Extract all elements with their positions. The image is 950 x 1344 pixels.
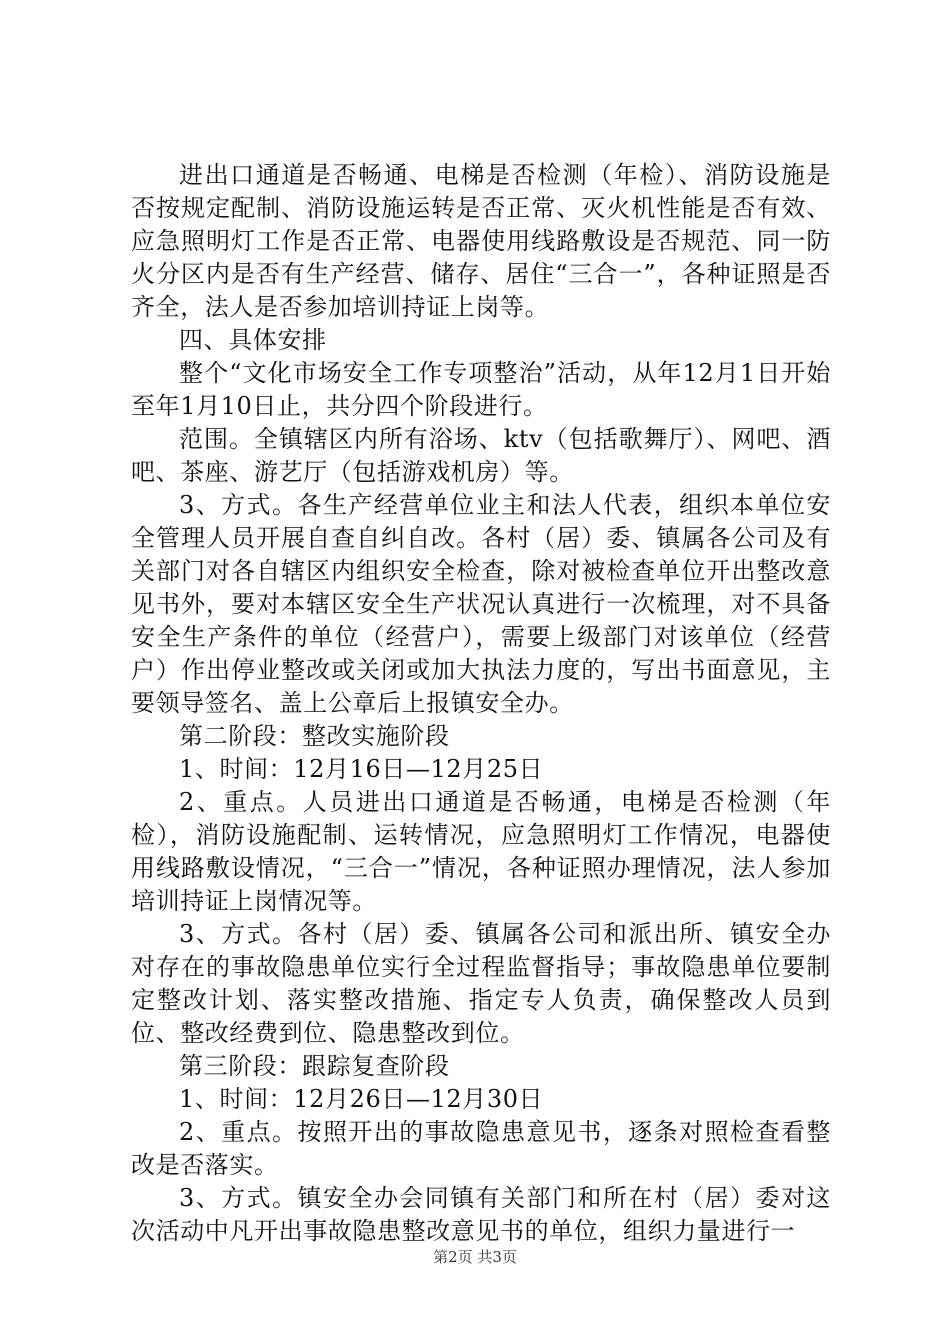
paragraph: 1、时间：12月26日—12月30日 bbox=[179, 1085, 544, 1113]
paragraph: 2、重点。人员进出口通道是否畅通，电梯是否检测（年检），消防设施配制、运转情况，应急照明灯工作情况，电器使用线路敷设情况，“三合一”情况，各种证照办理情况，法人参加培训持证上岗情况等。 bbox=[131, 788, 831, 915]
paragraph: 1、时间：12月16日—12月25日 bbox=[179, 755, 544, 783]
section-heading: 四、具体安排 bbox=[179, 326, 327, 354]
paragraph: 整个“文化市场安全工作专项整治”活动，从年12月1日开始至年1月10日止，共分四个阶段进行。 bbox=[131, 359, 831, 420]
paragraph: 2、重点。按照开出的事故隐患意见书，逐条对照检查看整改是否落实。 bbox=[131, 1118, 831, 1179]
page-number-footer: 第2页 共3页 bbox=[433, 1248, 517, 1266]
paragraph: 进出口通道是否畅通、电梯是否检测（年检）、消防设施是否按规定配制、消防设施运转是否正常、灭火机性能是否有效、应急照明灯工作是否正常、电器使用线路敷设是否规范、同一防火分区内是否有生产经营、储存、居住“三合一”，各种证照是否齐全，法人是否参加培训持证上岗等。 bbox=[131, 161, 831, 321]
paragraph: 3、方式。各生产经营单位业主和法人代表，组织本单位安全管理人员开展自查自纠自改。各村（居）委、镇属各公司及有关部门对各自辖区内组织安全检查，除对被检查单位开出整改意见书外，要对本辖区安全生产状况认真进行一次梳理，对不具备安全生产条件的单位（经营户），需要上级部门对该单位（经营户）作出停业整改或关闭或加大执法力度的，写出书面意见，主要领导签名、盖上公章后上报镇安全办。 bbox=[131, 491, 831, 717]
paragraph: 范围。全镇辖区内所有浴场、ktv（包括歌舞厅）、网吧、酒吧、茶座、游艺厅（包括游戏机房）等。 bbox=[131, 425, 831, 486]
paragraph: 3、方式。镇安全办会同镇有关部门和所在村（居）委对这次活动中凡开出事故隐患整改意见书的单位，组织力量进行一 bbox=[131, 1184, 831, 1245]
section-heading: 第二阶段：整改实施阶段 bbox=[179, 722, 450, 750]
paragraph: 3、方式。各村（居）委、镇属各公司和派出所、镇安全办对存在的事故隐患单位实行全过程监督指导；事故隐患单位要制定整改计划、落实整改措施、指定专人负责，确保整改人员到位、整改经费到位、隐患整改到位。 bbox=[131, 920, 831, 1047]
section-heading: 第三阶段：跟踪复查阶段 bbox=[179, 1052, 450, 1080]
document-body bbox=[131, 159, 831, 1248]
